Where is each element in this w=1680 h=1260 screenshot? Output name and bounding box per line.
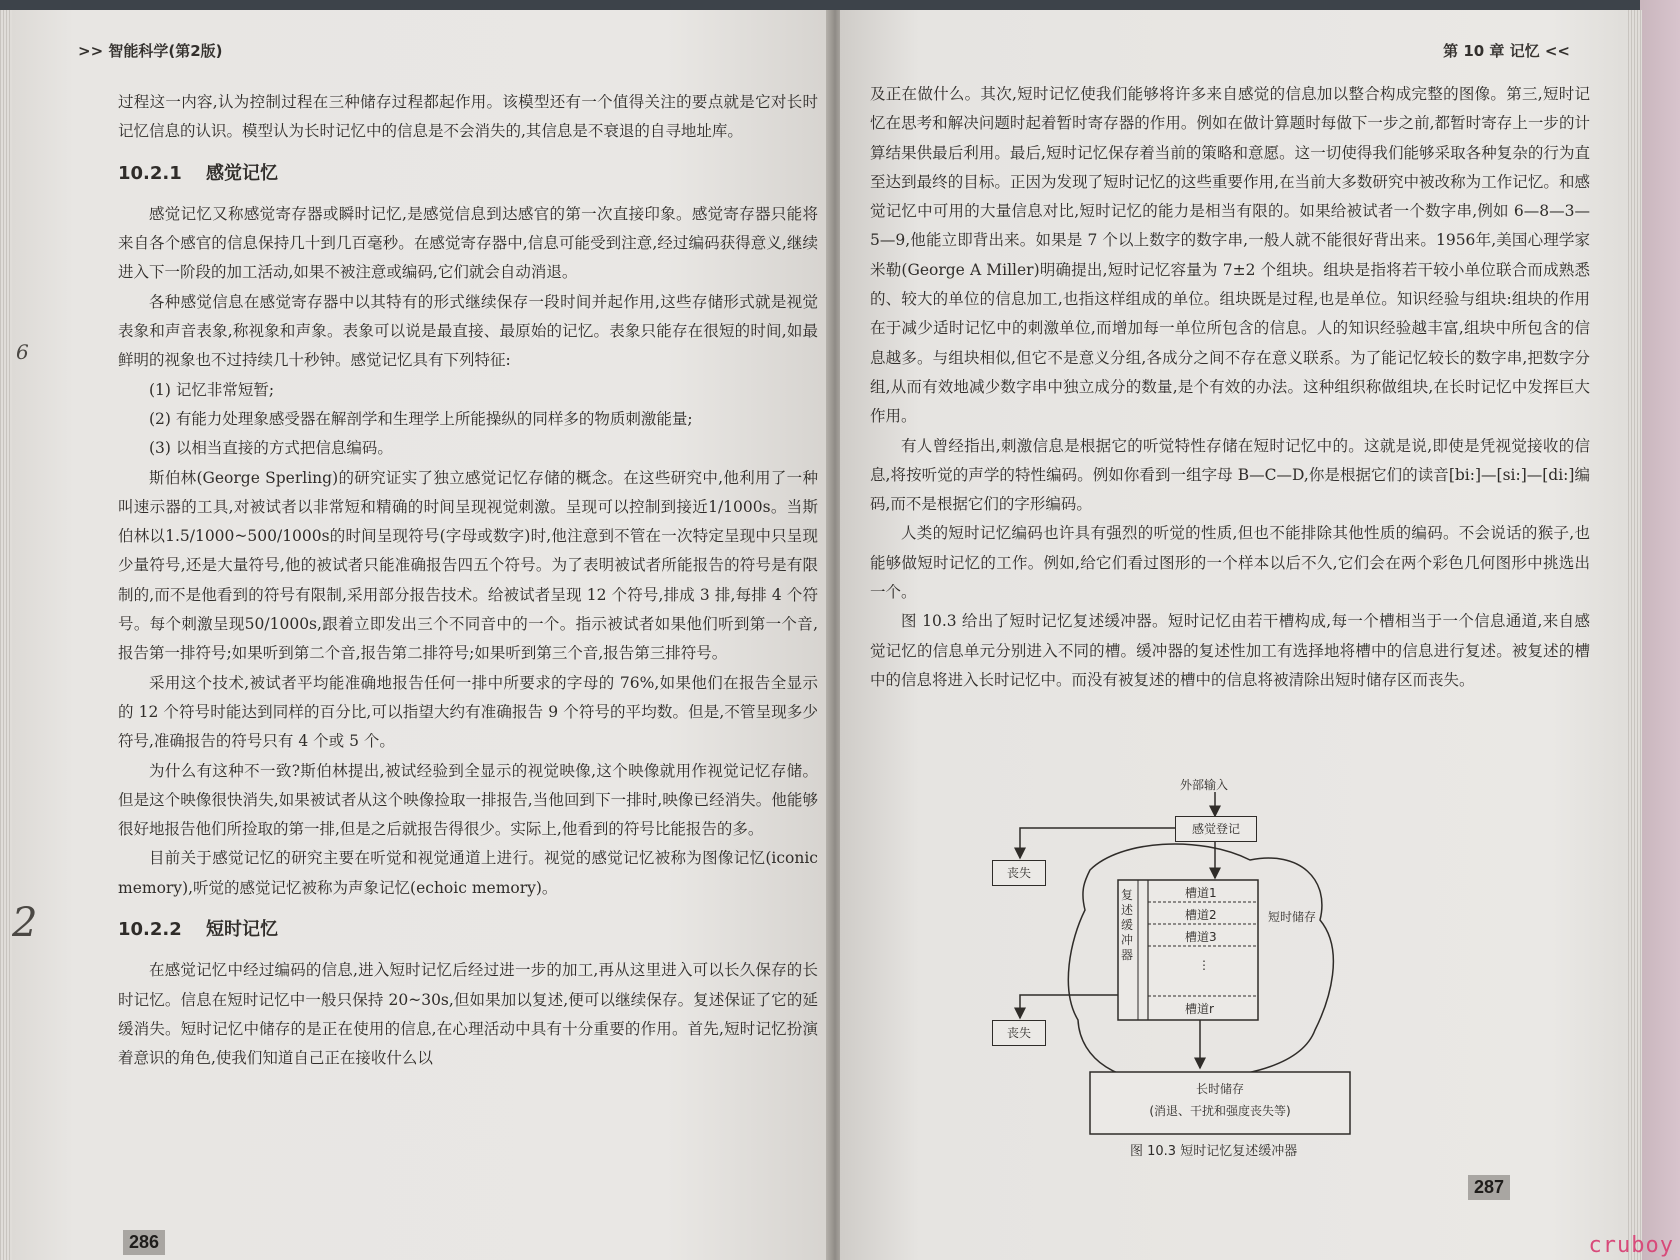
paragraph: 过程这一内容,认为控制过程在三种储存过程都起作用。该模型还有一个值得关注的要点就是它对长时记忆信息的认识。模型认为长时记忆中的信息是不会消失的,其信息是不衰退的自寻地址库。 <box>118 93 818 141</box>
right-page-body <box>870 80 1590 695</box>
section-number: 10.2.1 <box>118 162 182 184</box>
external-input-label: 外部输入 <box>1180 778 1229 792</box>
paragraph: 图 10.3 给出了短时记忆复述缓冲器。短时记忆由若干槽构成,每一个槽相当于一个信息通道,来自感觉记忆的信息单元分别进入不同的槽。缓冲器的复述性加工有选择地将槽中的信息进行复述。被复述的槽中的信息将进入长时记忆中。而没有被复述的槽中的信息将被清除出短时储存区而丧失。 <box>870 612 1590 689</box>
left-page <box>8 10 832 1260</box>
figure-rehearsal-buffer <box>1000 780 1420 1160</box>
paragraph: 各种感觉信息在感觉寄存器中以其特有的形式继续保存一段时间并起作用,这些存储形式就是视觉表象和声音表象,称视象和声象。表象可以说是最直接、最原始的记忆。表象只能存在很短的时间,如最鲜明的视象也不过持续几十秒钟。感觉记忆具有下列特征: <box>118 292 818 370</box>
paragraph: 感觉记忆又称感觉寄存器或瞬时记忆,是感觉信息到达感官的第一次直接印象。感觉寄存器只能将来自各个感官的信息保持几十到几百毫秒。在感觉寄存器中,信息可能受到注意,经过编码获得意义,继续进入下一阶段的加工活动,如果不被注意或编码,它们就会自动消退。 <box>118 204 818 282</box>
paragraph: 及正在做什么。其次,短时记忆使我们能够将许多来自感觉的信息加以整合构成完整的图像。第三,短时记忆在思考和解决问题时起着暂时寄存器的作用。例如在做计算题时每做下一步之前,都暂时寄存上一步的计算结果供最后利用。最后,短时记忆保存着当前的策略和意愿。这一切使得我们能够采取各种复杂的行为直至达到最终的目标。正因为发现了短时记忆的这些重要作用,在当前大多数研究中被改称为工作记忆。和感觉记忆中可用的大量信息对比,短时记忆的能力是相当有限的。如果给被试者一个数字串,例如 6—8—3—5—9,他能立即背出来。如果是 7 个以上数字的数字串,一般人就不能很好背出来。1956年,美国心理学家米勒(George A Miller)明确提出,短时记忆容量为 7±2 个组块。组块是指将若干较小单位联合而成熟悉的、较大的单位的信息加工,也指这样组成的单位。组块既是过程,也是单位。知识经验与组块:组块的作用在于减少适时记忆中的刺激单位,而增加每一单位所包含的信息。人的知识经验越丰富,组块中所包含的信息越多。与组块相似,但它不是意义分组,各成分之间不存在意义联系。为了能记忆较长的数字串,把数字分组,从而有效地减少数字串中独立成分的数量,是个有效的办法。这种组织称做组块,在长时记忆中发挥巨大作用。 <box>870 85 1590 426</box>
list-item: (1) 记忆非常短暂; <box>149 380 275 399</box>
paragraph: 有人曾经指出,刺激信息是根据它的听觉特性存储在短时记忆中的。这就是说,即使是凭视觉接收的信息,将按听觉的声学的特性编码。例如你看到一组字母 B—C—D,你是根据它们的读音[bi:]—[si:]—[di:]编码,而不是根据它们的字形编码。 <box>870 436 1590 514</box>
section-title: 短时记忆 <box>206 919 278 941</box>
sensory-register-box: 感觉登记 <box>1175 816 1257 842</box>
margin-mark: 6 <box>16 340 29 364</box>
section-title: 感觉记忆 <box>206 162 278 184</box>
margin-mark: 2 <box>12 900 38 946</box>
left-page-number: 286 <box>123 1230 165 1255</box>
rehearsal-buffer-label: 复述缓冲器 <box>1121 888 1134 962</box>
slot-label: 槽道1 <box>1185 886 1217 900</box>
slot-label: 槽道r <box>1185 1002 1214 1016</box>
paragraph: 人类的短时记忆编码也许具有强烈的听觉的性质,但也不能排除其他性质的编码。不会说话的猴子,也能够做短时记忆的工作。例如,给它们看过图形的一个样本以后不久,它们会在两个彩色几何图形中挑选出一个。 <box>870 524 1590 602</box>
right-page-number: 287 <box>1468 1175 1510 1200</box>
paragraph: 在感觉记忆中经过编码的信息,进入短时记忆后经过进一步的加工,再从这里进入可以长久保存的长时记忆。信息在短时记忆中一般只保持 20~30s,但如果加以复述,便可以继续保存。复述保证了它的延缓消失。短时记忆中储存的是正在使用的信息,在心理活动中具有十分重要的作用。首先,短时记忆扮演着意识的角色,使我们知道自己正在接收什么以 <box>118 961 818 1068</box>
short-term-store-label: 短时储存 <box>1268 910 1317 924</box>
page-edge-lines <box>1628 10 1642 1260</box>
left-running-head: >> 智能科学(第2版) <box>78 42 223 60</box>
section-heading <box>118 159 818 188</box>
paragraph: 目前关于感觉记忆的研究主要在听觉和视觉通道上进行。视觉的感觉记忆被称为图像记忆(iconic memory),听觉的感觉记忆被称为声象记忆(echoic memory)。 <box>118 849 818 897</box>
left-page-body <box>118 88 818 1074</box>
long-term-store-note: (消退、干扰和强度丧失等) <box>1149 1104 1291 1118</box>
rehearsal-buffer-frame <box>1118 880 1258 1020</box>
section-heading <box>118 915 818 944</box>
long-term-store-label: 长时储存 <box>1195 1082 1244 1096</box>
desk-edge <box>1640 0 1680 1260</box>
right-running-head: 第 10 章 记忆 << <box>1443 42 1570 60</box>
paragraph: 采用这个技术,被试者平均能准确地报告任何一排中所要求的字母的 76%,如果他们在报告全显示的 12 个符号时能达到同样的百分比,可以指望大约有准确报告 9 个符号的平均数。但是,不管呈现多少符号,准确报告的符号只有 4 个或 5 个。 <box>118 673 818 751</box>
list-item: (2) 有能力处理象感受器在解剖学和生理学上所能操纵的同样多的物质刺激能量; <box>149 409 693 428</box>
loss-box-bottom: 丧失 <box>992 1020 1046 1046</box>
slot-label: 槽道3 <box>1185 930 1217 944</box>
slot-ellipsis: ⋮ <box>1198 958 1210 972</box>
page-edge-lines <box>0 10 12 1260</box>
loss-box-top: 丧失 <box>992 860 1046 886</box>
figure-caption: 图 10.3 短时记忆复述缓冲器 <box>1130 1144 1298 1159</box>
paragraph: 为什么有这种不一致?斯伯林提出,被试经验到全显示的视觉映像,这个映像就用作视觉记忆存储。但是这个映像很快消失,如果被试者从这个映像捡取一排报告,当他回到下一排时,映像已经消失。他能够很好地报告他们所捡取的第一排,但是之后就报告得很少。实际上,他看到的符号比能报告的多。 <box>118 761 818 839</box>
paragraph: 斯伯林(George Sperling)的研究证实了独立感觉记忆存储的概念。在这些研究中,他利用了一种叫速示器的工具,对被试者以非常短和精确的时间呈现视觉刺激。呈现可以控制到接近1/1000s。当斯伯林以1.5/1000~500/1000s的时间呈现符号(字母或数字)时,他注意到不管在一次特定呈现中只呈现少量符号,还是大量符号,他的被试者只能准确报告四五个符号。为了表明被试者所能报告的符号是有限制的,而不是他看到的符号有限制,采用部分报告技术。给被试者呈现 12 个符号,排成 3 排,每排 4 个符号。每个刺激呈现50/1000s,跟着立即发出三个不同音中的一个。指示被试者如果他们听到第一个音,报告第一排符号;如果听到第二个音,报告第二排符号;如果听到第三个音,报告第三排符号。 <box>118 468 818 663</box>
watermark: cruboy <box>1588 1233 1674 1258</box>
list-item: (3) 以相当直接的方式把信息编码。 <box>149 439 393 458</box>
slot-label: 槽道2 <box>1185 908 1217 922</box>
section-number: 10.2.2 <box>118 919 182 941</box>
